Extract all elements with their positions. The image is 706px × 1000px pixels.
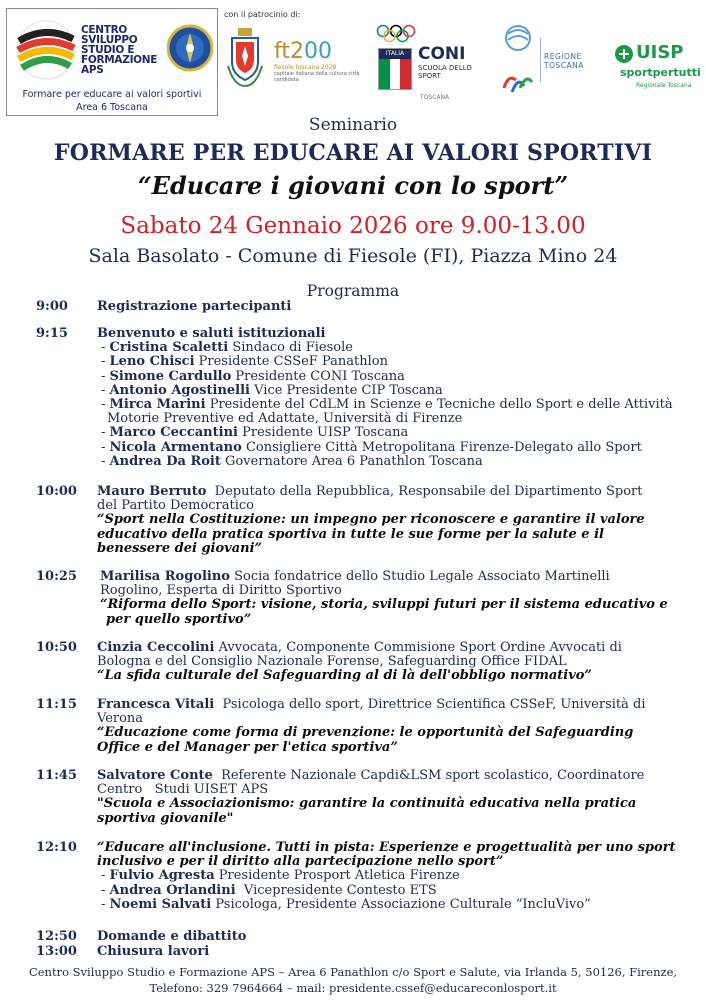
speaker-name: Simone Cardullo <box>109 368 232 384</box>
ft-logo-text-accent: 00 <box>303 39 332 64</box>
event-location: Sala Basolato - Comune di Fiesole (FI), Piazza Mino 24 <box>88 245 618 267</box>
coni-name: CONI <box>418 44 466 64</box>
slot-time: 11:15 <box>36 697 77 712</box>
talk-title: “La sfida culturale del Safeguarding al di là dell'obbligo normativo” <box>97 668 592 684</box>
speaker-role-continued: Verona <box>97 711 144 727</box>
talk-title: “Educazione come forma di prevenzione: le opportunità del Safeguarding <box>97 725 634 741</box>
slot-time: 10:25 <box>36 569 77 584</box>
paralympic-agitos-icon <box>500 70 536 96</box>
ft2028-logo <box>274 40 366 98</box>
speaker-role: Vice Presidente CIP Toscana <box>254 382 443 398</box>
speaker-line: - Antonio Agostinelli Vice Presidente CIP Toscana <box>101 382 443 398</box>
regione-divider <box>540 38 541 82</box>
footer-contacts: Telefono: 329 7964664 – mail: presidente.cssef@educareconlosport.it <box>149 981 557 995</box>
ft-logo-caption: capitale italiana della cultura città candidata <box>274 71 360 83</box>
slot-time: 9:00 <box>36 299 68 314</box>
speaker-role-continued: Bologna e del Consiglio Nazionale Forense, Safeguarding Office FIDAL <box>97 654 567 670</box>
speaker-role-continued: Rogolino, Esperta di Diritto Sportivo <box>100 583 342 599</box>
slot-body <box>97 769 687 826</box>
speaker-role-continued: del Partito Democratico <box>97 498 255 514</box>
cssef-title: CENTRO SVILUPPO STUDIO E FORMAZIONE APS <box>81 24 158 76</box>
slot-body <box>97 641 687 684</box>
fiesole-coat-of-arms-icon <box>226 26 264 88</box>
page-subtitle: “Educare i giovani con lo sport” <box>137 171 569 200</box>
speaker-line: - Cristina Scaletti Sindaco di Fiesole <box>101 340 353 356</box>
uisp-logo <box>614 42 702 98</box>
speaker-line: - Fulvio Agresta Presidente Prosport Atletica Firenze <box>101 868 460 884</box>
ft-logo-text: ft2 <box>274 39 304 64</box>
talk-title: benessere dei giovani” <box>97 540 263 556</box>
coni-region: TOSCANA <box>420 94 450 101</box>
slot-time: 12:50 <box>36 929 77 944</box>
speaker-name: Mauro Berruto <box>97 484 207 499</box>
speaker-line: - Nicola Armentano Consigliere Città Metropolitana Firenze-Delegato allo Sport <box>101 439 642 455</box>
slot-body <box>97 698 687 755</box>
speaker-role: Presidente CONI Toscana <box>235 368 405 384</box>
patrocinio-label: con il patrocinio di: <box>224 10 301 19</box>
coni-subtitle: SCUOLA DELLO SPORT <box>418 64 472 80</box>
regione-toscana-logo <box>498 24 606 100</box>
uisp-slogan: sportpertutti <box>620 66 701 79</box>
speaker-role: Socia fondatrice dello Studio Legale Associato Martinelli <box>234 569 610 584</box>
speaker-name: Andrea Da Roit <box>109 453 221 469</box>
speaker-line: - Andrea Da Roit Governatore Area 6 Panathlon Toscana <box>101 453 483 469</box>
talk-title: Office e del Manager per l'etica sportiva” <box>97 739 398 755</box>
speaker-line: - Leno Chisci Presidente CSSeF Panathlon <box>101 354 388 370</box>
speaker-name: Antonio Agostinelli <box>109 382 250 398</box>
cip-logo-icon <box>500 24 536 54</box>
speaker-line <box>97 485 687 499</box>
slot-time: 12:10 <box>36 840 77 855</box>
italia-label: ITALIA <box>379 49 411 59</box>
speaker-line <box>100 570 690 584</box>
speaker-line <box>97 769 687 783</box>
slot-title: Domande e dibattito <box>97 929 247 944</box>
speaker-role: Presidente UISP Toscana <box>242 425 409 441</box>
uisp-region: Regionale Toscana <box>636 82 692 89</box>
slot-body <box>100 570 690 627</box>
cssef-caption: Formare per educare ai valori sportivi <box>22 89 202 100</box>
speaker-name: Leno Chisci <box>109 354 195 370</box>
talk-title: “Riforma dello Sport: visione, storia, sviluppi futuri per il sistema educativo e <box>100 597 668 613</box>
page-title: FORMARE PER EDUCARE AI VALORI SPORTIVI <box>53 140 653 166</box>
cssef-stripes-icon <box>15 19 77 81</box>
ft-logo-subtitle: fiesole toscana 2028 <box>274 64 337 71</box>
speaker-name: Cinzia Ceccolini <box>97 640 215 655</box>
programma-heading: Programma <box>306 282 400 300</box>
speaker-role-continued: Motorie Preventive ed Adattate, Università di Firenze <box>107 411 463 427</box>
italia-flag-icon <box>378 48 412 90</box>
slot-time: 10:50 <box>36 640 77 655</box>
speaker-name: Noemi Salvati <box>109 896 212 912</box>
slot-time: 13:00 <box>36 944 77 959</box>
speaker-line: - Mirca Marini Presidente del CdLM in Scienze e Tecniche dello Sport e delle Attività <box>101 397 673 413</box>
coni-logo <box>372 24 484 104</box>
speaker-role: Consigliere Città Metropolitana Firenze-Delegato allo Sport <box>245 439 642 455</box>
speaker-line <box>97 641 687 655</box>
slot-time: 10:00 <box>36 484 77 499</box>
talk-title: inclusivo e per il diritto alla partecipazione nello sport” <box>97 854 504 870</box>
slot-title: Registrazione partecipanti <box>97 299 292 314</box>
event-date: Sabato 24 Gennaio 2026 ore 9.00-13.00 <box>120 213 586 239</box>
speaker-name: Francesca Vitali <box>97 697 215 712</box>
speaker-name: Salvatore Conte <box>97 768 213 783</box>
speaker-role: Presidente Prosport Atletica Firenze <box>218 868 460 884</box>
speaker-role: Governatore Area 6 Panathlon Toscana <box>225 453 483 469</box>
slot-body <box>97 841 687 912</box>
speaker-name: Marilisa Rogolino <box>100 569 230 584</box>
speaker-line: - Noemi Salvati Psicologa, Presidente Associazione Culturale “IncluVivo” <box>101 896 591 912</box>
talk-title: sportiva giovanile" <box>97 810 234 826</box>
uisp-name: UISP <box>636 42 684 63</box>
speaker-role: Presidente CSSeF Panathlon <box>198 354 388 370</box>
speaker-role: Deputato della Repubblica, Responsabile del Dipartimento Sport <box>214 484 643 499</box>
speaker-line <box>97 698 687 712</box>
slot-time: 9:15 <box>36 326 68 341</box>
event-type: Seminario <box>308 115 398 135</box>
slot-time: 11:45 <box>36 768 77 783</box>
talk-title: per quello sportivo” <box>106 611 252 627</box>
speaker-name: Mirca Marini <box>109 397 206 413</box>
speaker-line: - Andrea Orlandini Vicepresidente Contesto ETS <box>101 882 437 898</box>
speaker-name: Marco Ceccantini <box>109 425 238 441</box>
talk-title: educativo della pratica sportiva in tutte le sue forme per la salute e il <box>97 526 604 542</box>
speaker-name: Cristina Scaletti <box>109 340 229 356</box>
speaker-name: Andrea Orlandini <box>109 882 236 898</box>
cssef-logo <box>6 8 218 116</box>
speaker-role-continued: Centro Studi UISET APS <box>97 782 269 798</box>
talk-title: “Sport nella Costituzione: un impegno per riconoscere e garantire il valore <box>97 512 645 528</box>
speaker-role: Sindaco di Fiesole <box>232 340 353 356</box>
slot-title: Benvenuto e saluti istituzionali <box>97 326 326 341</box>
speaker-name: Nicola Armentano <box>109 439 242 455</box>
speaker-role: Avvocata, Componente Commisione Sport Ordine Avvocati di <box>218 640 622 655</box>
speaker-role: Vicepresidente Contesto ETS <box>243 882 437 898</box>
speaker-line: - Simone Cardullo Presidente CONI Toscana <box>101 368 405 384</box>
talk-title: “Educare all'inclusione. Tutti in pista: Esperienze e progettualità per uno sport <box>97 840 676 855</box>
regione-name: REGIONE TOSCANA <box>544 52 584 70</box>
speaker-name: Fulvio Agresta <box>109 868 215 884</box>
speaker-line: - Marco Ceccantini Presidente UISP Toscana <box>101 425 409 441</box>
speaker-role: Psicologa dello sport, Direttrice Scientifica CSSeF, Università di <box>222 697 646 712</box>
slot-body <box>97 327 687 469</box>
speaker-role: Presidente del CdLM in Scienze e Tecniche dello Sport e delle Attività <box>209 397 673 413</box>
speaker-role: Referente Nazionale Capdi&LSM sport scolastico, Coordinatore <box>221 768 645 783</box>
slot-body <box>97 485 687 556</box>
uisp-emblem-icon <box>614 44 634 64</box>
footer-address: Centro Sviluppo Studio e Formazione APS – Area 6 Panathlon c/o Sport e Salute, via Irlanda 5, 50126, Firenze, <box>28 965 678 979</box>
panathlon-emblem-icon <box>167 21 213 79</box>
talk-title: "Scuola e Associazionismo: garantire la continuità educativa nella pratica <box>97 796 637 812</box>
cssef-area: Area 6 Toscana <box>76 102 148 113</box>
slot-title: Chiusura lavori <box>97 944 210 959</box>
speaker-role: Psicologa, Presidente Associazione Culturale “IncluVivo” <box>215 896 591 912</box>
olympic-rings-icon <box>376 24 416 44</box>
